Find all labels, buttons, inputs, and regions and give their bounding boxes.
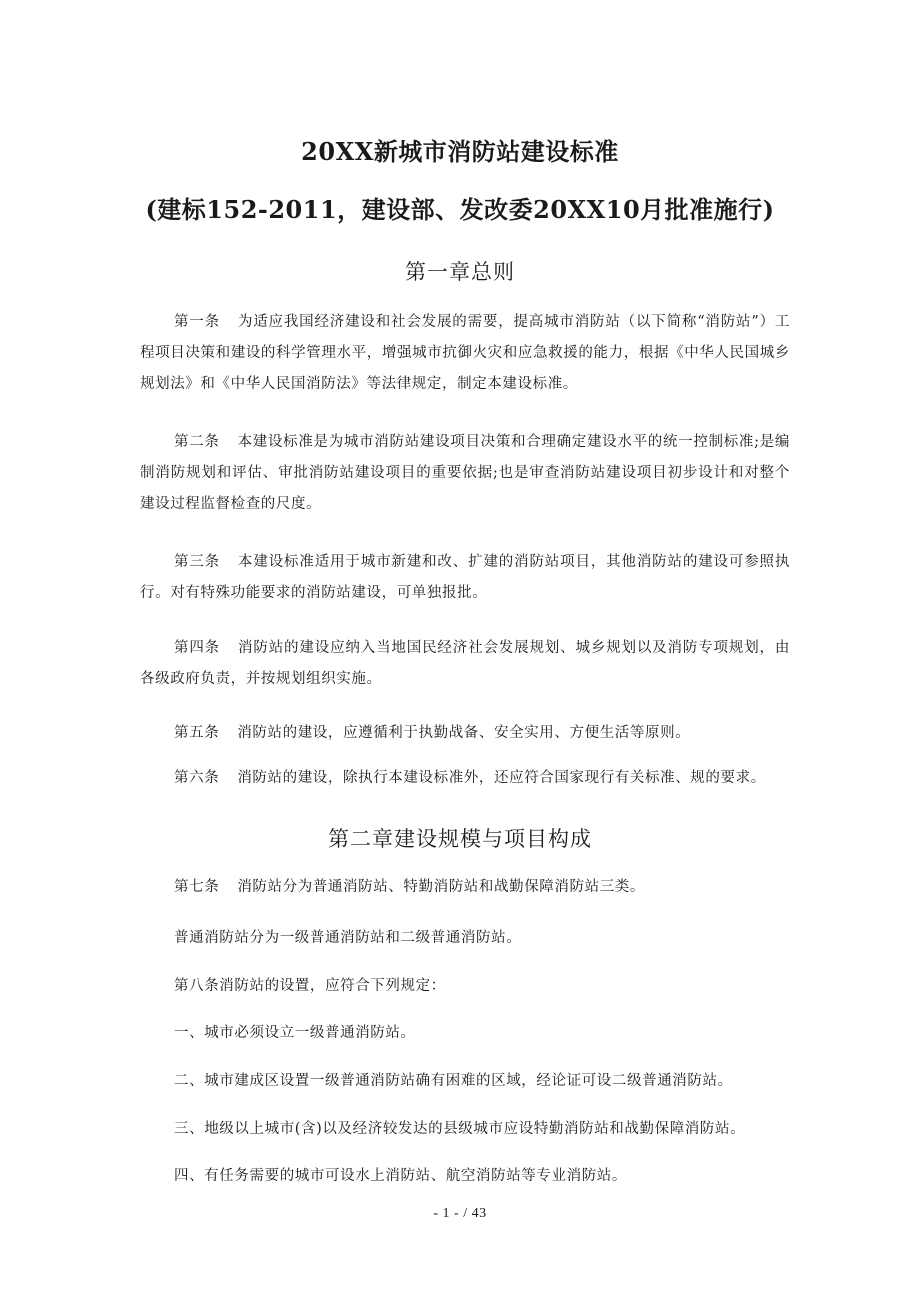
text-line: 普通消防站分为一级普通消防站和二级普通消防站。	[174, 930, 522, 946]
document-subtitle: (建标152-2011，建设部、发改委20XX10月批准施行)	[145, 195, 775, 224]
article-6-label: 第六条	[174, 770, 220, 786]
article-1-text: 为适应我国经济建设和社会发展的需要，提高城市消防站（以下简称“消防站”）工程项目决策和建设的科学管理水平，增强城市抗御火灾和应急救援的能力，根据《中华人民国城乡规划法》和《中华人民国消防法》等法律规定，制定本建设标准。	[140, 314, 790, 392]
article-7-label: 第七条	[174, 879, 220, 895]
article-4-text: 消防站的建设应纳入当地国民经济社会发展规划、城乡规划以及消防专项规划，由各级政府负责，并按规划组织实施。	[140, 640, 790, 687]
article-4-label: 第四条	[174, 640, 221, 656]
article-1	[140, 307, 790, 400]
article-5-text: 消防站的建设，应遵循利于执勤战备、安全实用、方便生活等原则。	[237, 725, 691, 741]
document-title: 20XX新城市消防站建设标准	[301, 137, 619, 166]
article-6-text: 消防站的建设，除执行本建设标准外，还应符合国家现行有关标准、规的要求。	[237, 770, 766, 786]
article-5	[140, 718, 790, 749]
text-line: 四、有任务需要的城市可设水上消防站、航空消防站等专业消防站。	[174, 1168, 627, 1184]
article-2-text: 本建设标准是为城市消防站建设项目决策和合理确定建设水平的统一控制标准;是编制消防规划和评估、审批消防站建设项目的重要依据;也是审查消防站建设项目初步设计和对整个建设过程监督检查的尺度。	[140, 434, 790, 512]
article-2	[140, 427, 790, 520]
text-line: 第八条消防站的设置，应符合下列规定：	[174, 978, 446, 994]
text-line: 一、城市必须设立一级普通消防站。	[174, 1025, 416, 1041]
article-5-label: 第五条	[174, 725, 220, 741]
article-3-label: 第三条	[174, 554, 221, 570]
article-4	[140, 633, 790, 695]
article-1-label: 第一条	[174, 314, 220, 330]
article-2-label: 第二条	[174, 434, 220, 450]
article-7	[140, 872, 790, 903]
chapter-1-heading: 第一章总则	[405, 260, 515, 284]
article-6	[140, 763, 790, 794]
article-3	[140, 547, 790, 609]
page-number: - 1 - / 43	[433, 1206, 487, 1221]
text-line: 三、地级以上城市(含)以及经济较发达的县级城市应设特勤消防站和战勤保障消防站。	[174, 1121, 746, 1137]
chapter-2-heading: 第二章建设规模与项目构成	[328, 827, 592, 851]
article-7-text: 消防站分为普通消防站、特勤消防站和战勤保障消防站三类。	[237, 879, 646, 895]
article-3-text: 本建设标准适用于城市新建和改、扩建的消防站项目，其他消防站的建设可参照执行。对有特殊功能要求的消防站建设，可单独报批。	[140, 554, 790, 601]
text-line: 二、城市建成区设置一级普通消防站确有困难的区域，经论证可设二级普通消防站。	[174, 1073, 733, 1089]
